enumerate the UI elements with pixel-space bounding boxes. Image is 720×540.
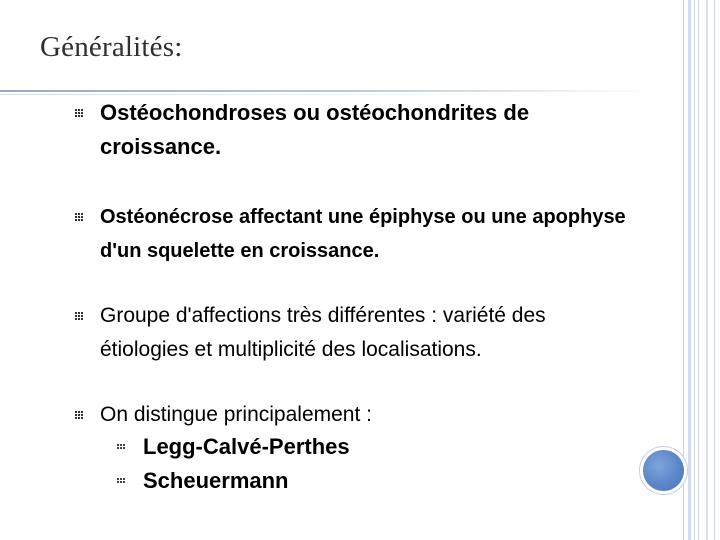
decorative-stripe <box>683 0 684 540</box>
bullet-item <box>75 200 635 268</box>
sub-bullet-item <box>129 466 289 496</box>
sub-bullet-item <box>129 432 350 462</box>
decorative-stripe <box>698 0 699 540</box>
bullet-text: Ostéonécrose affectant une épiphyse ou une apophyse d'un squelette en croissance. <box>100 206 626 262</box>
bullet-marker-icon <box>75 312 85 320</box>
bullet-item <box>75 398 635 432</box>
blue-circle-ornament <box>643 450 684 491</box>
decorative-stripe <box>706 0 708 540</box>
decorative-stripe <box>714 0 715 540</box>
sub-bullet-text: Scheuermann <box>143 468 289 493</box>
decorative-stripe <box>688 0 691 540</box>
title-underline <box>0 90 650 92</box>
sub-bullet-text: Legg-Calvé-Perthes <box>143 434 350 459</box>
bullet-item <box>75 299 635 367</box>
bullet-text: Groupe d'affections très différentes : variété des étiologies et multiplicité des localisations. <box>100 304 546 361</box>
bullet-marker-icon <box>75 411 85 419</box>
slide-title: Généralités: <box>40 31 183 63</box>
bullet-item <box>75 96 635 164</box>
sub-bullet-marker-icon <box>117 444 126 451</box>
sub-bullet-marker-icon <box>117 478 126 485</box>
bullet-text: Ostéochondroses ou ostéochondrites de croissance. <box>100 100 530 159</box>
decorative-stripe <box>694 0 695 540</box>
bullet-text: On distingue principalement : <box>100 403 372 426</box>
bullet-marker-icon <box>75 109 85 117</box>
title-underline-secondary <box>0 94 560 95</box>
bullet-marker-icon <box>75 213 85 221</box>
